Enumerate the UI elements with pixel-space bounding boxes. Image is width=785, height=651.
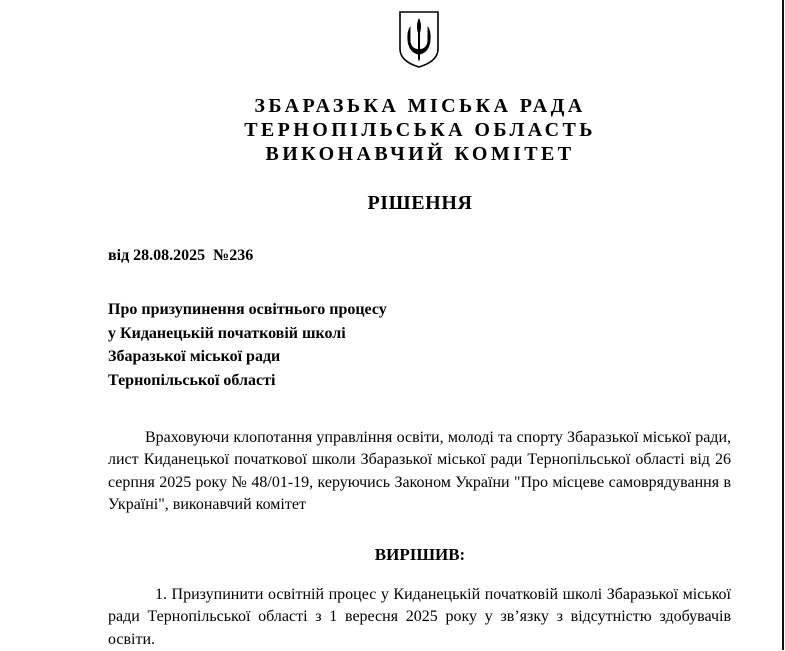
subject-line: Тернопільської області [108, 372, 276, 390]
org-name-line: ЗБАРАЗЬКА МІСЬКА РАДА [254, 95, 586, 117]
subject-line: Збаразької міської ради [108, 348, 281, 366]
committee-name-line: ВИКОНАВЧИЙ КОМІТЕТ [265, 143, 575, 165]
subject-line: Про призупинення освітнього процесу [108, 301, 387, 318]
document-type-title: РІШЕННЯ [367, 192, 473, 214]
decision-subject [108, 298, 387, 393]
resolved-heading: ВИРІШИВ: [374, 545, 466, 564]
subject-line: у Киданецькій початковій школі [108, 324, 346, 342]
trident-coat-of-arms-icon [397, 9, 441, 69]
resolution-item: 1. Призупинити освітній процес у Киданецькій початковій школі Збаразької міської ради Тернопільської області з 1 вересня 2025 року у зв’язку з відсутністю здобувачів освіти. [108, 586, 731, 648]
preamble-paragraph: Враховуючи клопотання управління освіти, молоді та спорту Збаразької міської ради, лист Киданецької початкової школи Збаразької міської ради Тернопільської області від 26 серпня 2025 року № 48/01-19, керуючись Законом України "Про місцеве самоврядування в Україні", виконавчий комітет [108, 429, 731, 513]
region-name-line: ТЕРНОПІЛЬСЬКА ОБЛАСТЬ [244, 119, 596, 141]
date-and-number: від 28.08.2025 №236 [108, 247, 254, 264]
